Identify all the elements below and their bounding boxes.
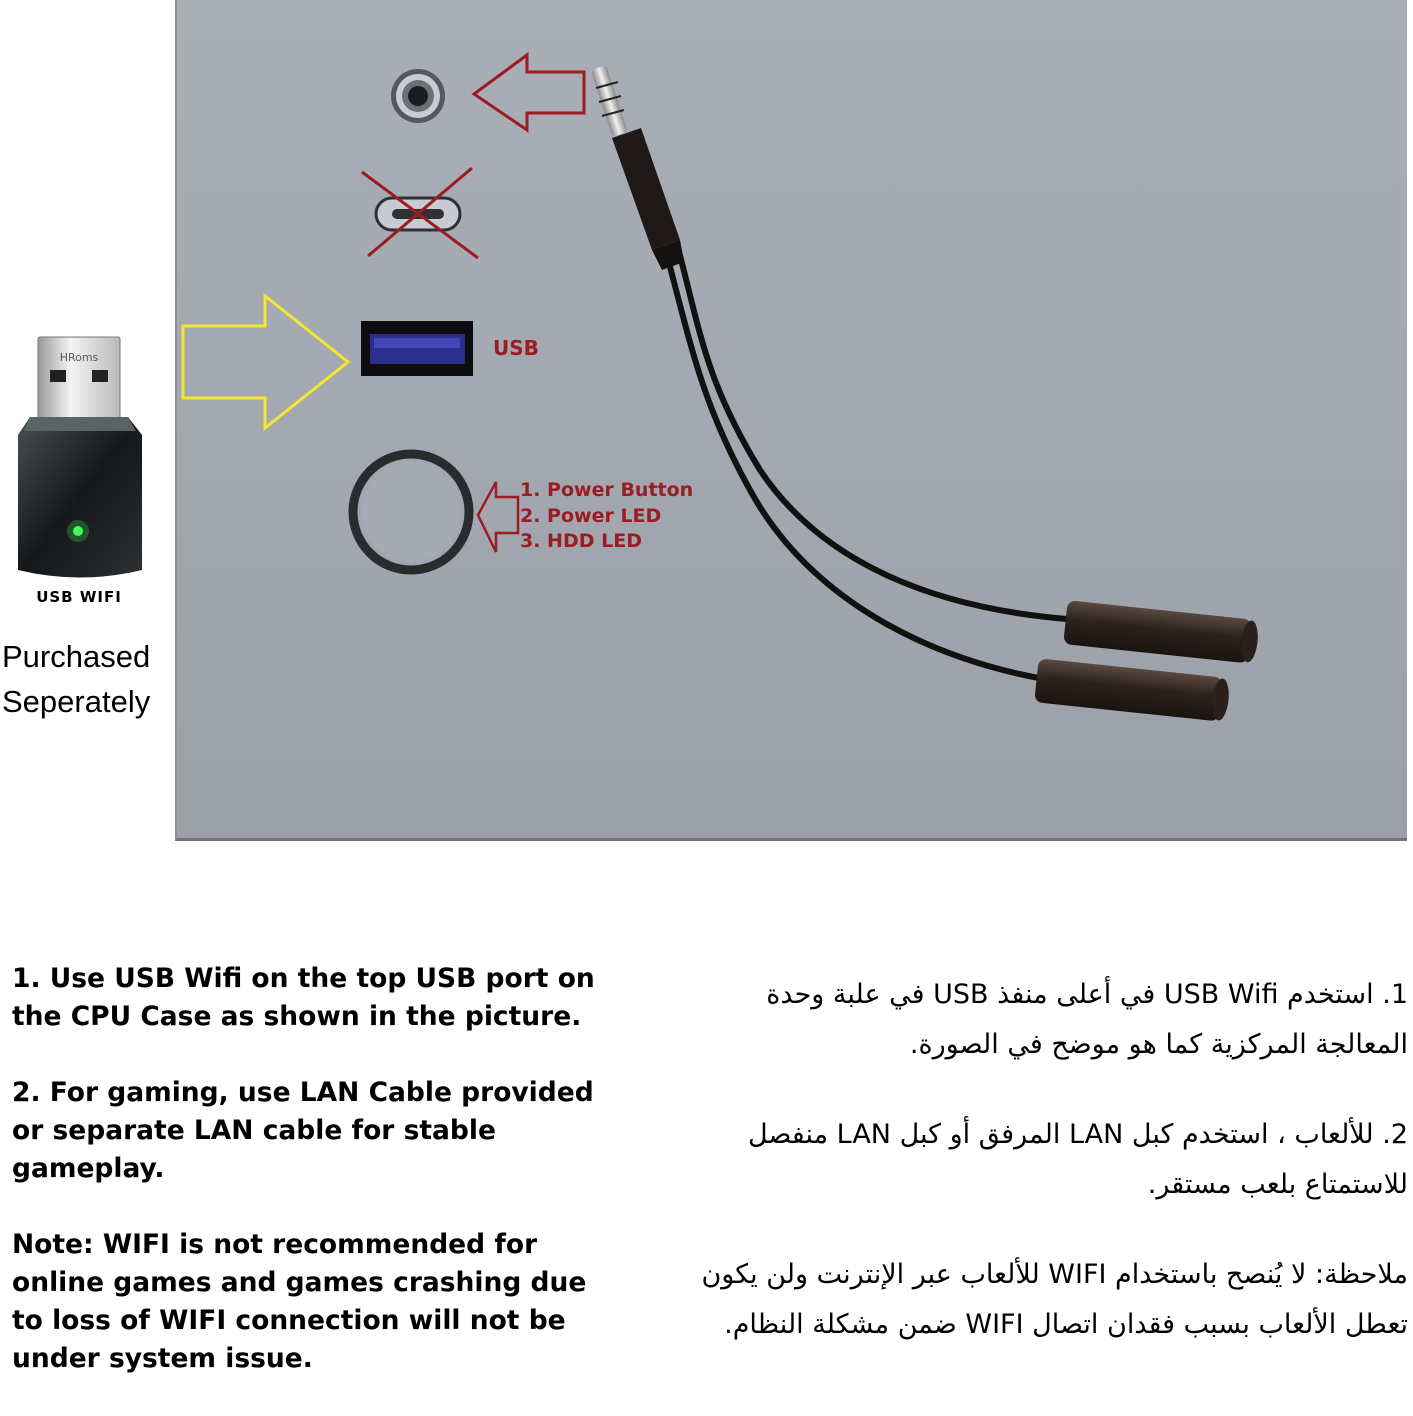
legend-item-power-led: 2. Power LED (520, 504, 662, 527)
usb-c-port-crossed-icon (362, 168, 478, 258)
instruction-ar-2: 2. للألعاب ، استخدم كبل LAN المرفق أو كبل LAN منفصل للاستمتاع بلعب مستقر. (747, 1119, 1408, 1200)
instruction-en-2: 2. For gaming, use LAN Cable provided or separate LAN cable for stable gameplay. (12, 1077, 594, 1184)
power-button-icon (353, 454, 469, 570)
legend-item-hdd-led: 3. HDD LED (520, 530, 642, 552)
usb-port-label: USB (493, 336, 539, 360)
red-arrow-left-small-icon (478, 482, 518, 552)
power-button-legend (520, 478, 693, 555)
instruction-en-note: Note: WIFI is not recommended for online games and games crashing due to loss of WIFI connection will not be under system issue. (12, 1229, 587, 1374)
audio-jack-port-icon (391, 69, 445, 123)
dongle-brand: HRoms (59, 351, 99, 364)
purchased-line-1: Purchased (2, 639, 151, 674)
yellow-arrow-right-icon (183, 296, 348, 428)
instruction-ar-note: ملاحظة: لا يُنصح باستخدام WIFI للألعاب عبر الإنترنت ولن يكون تعطل الألعاب بسبب فقدان اتصال WIFI ضمن مشكلة النظام. (701, 1259, 1408, 1340)
arabic-instructions (690, 970, 1408, 1390)
legend-item-power-button: 1. Power Button (520, 479, 694, 501)
instruction-en-1: 1. Use USB Wifi on the top USB port on the CPU Case as shown in the picture. (12, 963, 595, 1032)
red-arrow-left-icon (474, 55, 584, 130)
instruction-ar-1: 1. استخدم USB Wifi في أعلى منفذ USB في علبة وحدة المعالجة المركزية كما هو موضح في الصورة. (766, 979, 1408, 1060)
purchased-line-2: Seperately (2, 684, 151, 719)
usb-wifi-caption: USB WIFI (36, 588, 122, 606)
audio-splitter-cable-image (591, 65, 1260, 722)
english-instructions (12, 960, 612, 1416)
usb-a-port-icon (361, 321, 473, 376)
